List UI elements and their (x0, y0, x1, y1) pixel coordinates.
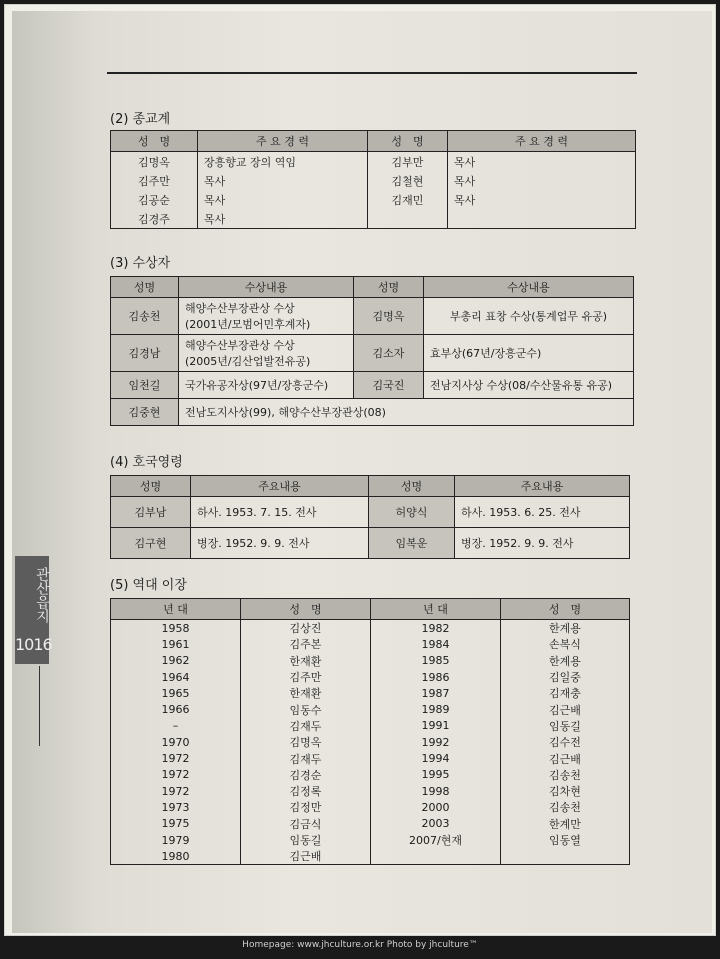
section-3-title: (3) 수상자 (110, 256, 171, 271)
year-cell: 1991 (371, 718, 501, 734)
award-cell: 전남도지사상(99), 해양수산부장관상(08) (179, 399, 634, 426)
table-row (111, 685, 630, 701)
year-cell: 1994 (371, 750, 501, 766)
award-cell: 부총리 표창 수상(통계업무 유공) (424, 298, 634, 335)
name-cell: 김경남 (111, 335, 179, 372)
name-cell: 김재민 (368, 190, 448, 209)
name-cell: 김경순 (241, 767, 371, 783)
year-cell: 1961 (111, 636, 241, 652)
name-cell: 김소자 (354, 335, 424, 372)
name-cell: 김차현 (501, 783, 630, 799)
table-row (111, 399, 634, 426)
col-header: 주 요 경 력 (448, 131, 636, 152)
table-row (111, 767, 630, 783)
header-rule (107, 72, 637, 74)
side-tab (15, 556, 52, 664)
village-head-table (110, 598, 630, 865)
table-row (111, 171, 636, 190)
name-cell: 김부만 (368, 152, 448, 172)
name-cell: 임천길 (111, 372, 179, 399)
section-2-title: (2) 종교계 (110, 112, 171, 127)
year-cell: 1970 (111, 734, 241, 750)
name-cell: 임동열 (501, 832, 630, 848)
year-cell: 1965 (111, 685, 241, 701)
name-cell: 김경주 (111, 209, 198, 229)
col-header: 년 대 (371, 599, 501, 620)
career-cell: 목사 (448, 171, 636, 190)
award-line: 해양수산부장관상 수상 (185, 339, 295, 352)
name-cell: 김금식 (241, 816, 371, 832)
name-cell: 허양식 (369, 497, 455, 528)
year-cell: 1972 (111, 783, 241, 799)
award-cell: 전남지사상 수상(08/수산물유통 유공) (424, 372, 634, 399)
photo-frame (4, 4, 716, 936)
year-cell: 1998 (371, 783, 501, 799)
col-header: 주요내용 (191, 476, 369, 497)
year-cell: 2003 (371, 816, 501, 832)
year-cell: 1972 (111, 767, 241, 783)
name-cell (501, 848, 630, 865)
year-cell: 1980 (111, 848, 241, 865)
name-cell: 김철현 (368, 171, 448, 190)
name-cell: 김명옥 (354, 298, 424, 335)
col-header: 성명 (354, 277, 424, 298)
detail-cell: 병장. 1952. 9. 9. 전사 (191, 528, 369, 559)
award-cell (179, 298, 354, 335)
detail-cell: 병장. 1952. 9. 9. 전사 (455, 528, 630, 559)
table-row (111, 669, 630, 685)
name-cell: 한계용 (501, 620, 630, 637)
name-cell: 한재환 (241, 653, 371, 669)
year-cell: 1982 (371, 620, 501, 637)
award-cell (179, 335, 354, 372)
section-4-title: (4) 호국영령 (110, 455, 183, 470)
table-row (111, 848, 630, 865)
page-number: 1016 (15, 635, 52, 654)
name-cell: 김중현 (111, 399, 179, 426)
book-page (12, 11, 712, 933)
table-row (111, 497, 630, 528)
year-cell: 1995 (371, 767, 501, 783)
award-cell: 효부상(67년/장흥군수) (424, 335, 634, 372)
side-rule (39, 666, 40, 746)
year-cell: 1992 (371, 734, 501, 750)
career-cell: 목사 (198, 171, 368, 190)
award-line: (2001년/모범어민후계자) (185, 318, 311, 331)
name-cell: 김재두 (241, 718, 371, 734)
name-cell: 김주만 (241, 669, 371, 685)
name-cell: 김재두 (241, 750, 371, 766)
year-cell: 1958 (111, 620, 241, 637)
table-header (111, 131, 636, 152)
career-cell: 목사 (448, 190, 636, 209)
side-title: 관산읍지 (34, 567, 50, 623)
year-cell: 1984 (371, 636, 501, 652)
name-cell: 김상진 (241, 620, 371, 637)
name-cell: 김구현 (111, 528, 191, 559)
col-header: 성명 (111, 476, 191, 497)
name-cell: 임동길 (241, 832, 371, 848)
detail-cell: 하사. 1953. 7. 15. 전사 (191, 497, 369, 528)
table-row (111, 620, 630, 637)
career-cell: 목사 (448, 152, 636, 172)
col-header: 년 대 (111, 599, 241, 620)
name-cell: 김송천 (501, 799, 630, 815)
table-row (111, 298, 634, 335)
table-row (111, 190, 636, 209)
table-row (111, 653, 630, 669)
name-cell: 손복식 (501, 636, 630, 652)
religion-table (110, 130, 636, 229)
name-cell: 김명옥 (241, 734, 371, 750)
year-cell: 1979 (111, 832, 241, 848)
name-cell: 김수전 (501, 734, 630, 750)
name-cell: 임동길 (501, 718, 630, 734)
name-cell (368, 209, 448, 229)
name-cell: 김주본 (241, 636, 371, 652)
table-row (111, 335, 634, 372)
name-cell: 임복운 (369, 528, 455, 559)
name-cell: 김정만 (241, 799, 371, 815)
name-cell: 김공순 (111, 190, 198, 209)
name-cell: 임동수 (241, 701, 371, 717)
table-row (111, 718, 630, 734)
year-cell: 1985 (371, 653, 501, 669)
detail-cell: 하사. 1953. 6. 25. 전사 (455, 497, 630, 528)
table-header (111, 476, 630, 497)
year-cell: 1986 (371, 669, 501, 685)
year-cell: – (111, 718, 241, 734)
table-row (111, 209, 636, 229)
award-cell: 국가유공자상(97년/장흥군수) (179, 372, 354, 399)
year-cell: 1966 (111, 701, 241, 717)
table-row (111, 528, 630, 559)
year-cell (371, 848, 501, 865)
col-header: 성명 (111, 277, 179, 298)
name-cell: 김근배 (501, 750, 630, 766)
table-header (111, 277, 634, 298)
table-row (111, 750, 630, 766)
col-header: 성 명 (111, 131, 198, 152)
name-cell: 한계용 (501, 653, 630, 669)
name-cell: 한계만 (501, 816, 630, 832)
year-cell: 2007/현재 (371, 832, 501, 848)
table-row (111, 799, 630, 815)
name-cell: 김일중 (501, 669, 630, 685)
year-cell: 1975 (111, 816, 241, 832)
patriot-table (110, 475, 630, 559)
col-header: 성명 (369, 476, 455, 497)
table-row (111, 783, 630, 799)
table-header (111, 599, 630, 620)
career-cell: 목사 (198, 190, 368, 209)
photo-credit: Homepage: www.jhculture.or.kr Photo by jhculture™ (242, 940, 478, 950)
year-cell: 1989 (371, 701, 501, 717)
year-cell: 1962 (111, 653, 241, 669)
career-cell: 목사 (198, 209, 368, 229)
year-cell: 1964 (111, 669, 241, 685)
award-line: (2005년/김산업발전유공) (185, 355, 311, 368)
table-row (111, 701, 630, 717)
col-header: 성 명 (501, 599, 630, 620)
year-cell: 2000 (371, 799, 501, 815)
career-cell: 장흥향교 장의 역임 (198, 152, 368, 172)
col-header: 수상내용 (179, 277, 354, 298)
col-header: 주 요 경 력 (198, 131, 368, 152)
name-cell: 김재충 (501, 685, 630, 701)
name-cell: 한재환 (241, 685, 371, 701)
year-cell: 1972 (111, 750, 241, 766)
table-row (111, 636, 630, 652)
table-row (111, 152, 636, 172)
table-row (111, 734, 630, 750)
col-header: 주요내용 (455, 476, 630, 497)
name-cell: 김근배 (241, 848, 371, 865)
col-header: 성 명 (368, 131, 448, 152)
name-cell: 김국진 (354, 372, 424, 399)
name-cell: 김정록 (241, 783, 371, 799)
table-row (111, 816, 630, 832)
table-row (111, 372, 634, 399)
name-cell: 김명옥 (111, 152, 198, 172)
section-5-title: (5) 역대 이장 (110, 578, 187, 593)
name-cell: 김근배 (501, 701, 630, 717)
award-line: 해양수산부장관상 수상 (185, 302, 295, 315)
col-header: 성 명 (241, 599, 371, 620)
career-cell (448, 209, 636, 229)
name-cell: 김주만 (111, 171, 198, 190)
name-cell: 김부남 (111, 497, 191, 528)
col-header: 수상내용 (424, 277, 634, 298)
name-cell: 김송천 (501, 767, 630, 783)
year-cell: 1987 (371, 685, 501, 701)
table-row (111, 832, 630, 848)
name-cell: 김송천 (111, 298, 179, 335)
year-cell: 1973 (111, 799, 241, 815)
award-table (110, 276, 634, 426)
